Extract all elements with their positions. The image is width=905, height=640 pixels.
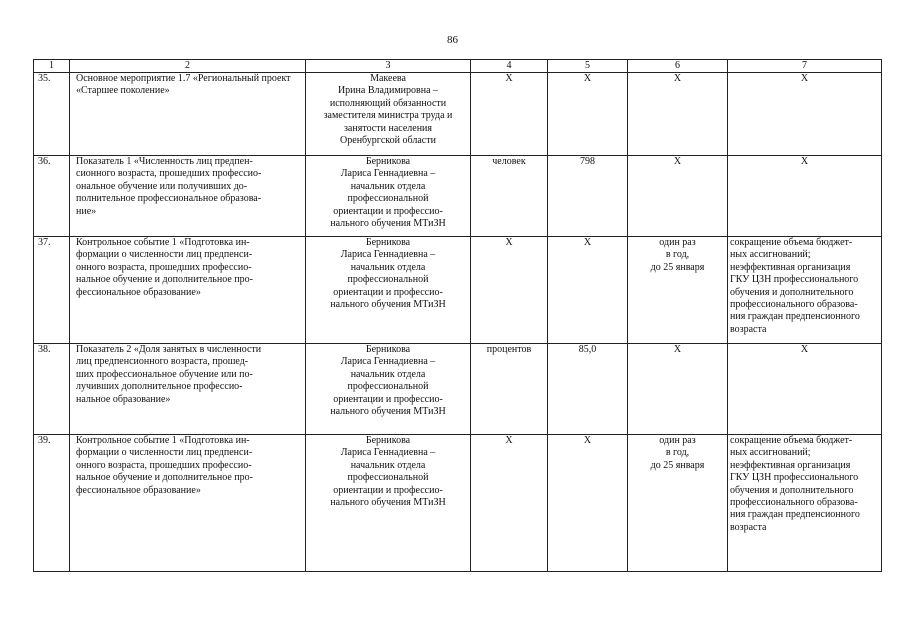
column-header-2: 2 [70, 60, 306, 73]
column-header-1: 1 [34, 60, 70, 73]
deadline-cell: X [628, 344, 728, 435]
risk-cell: сокращение объема бюджет- ных ассигнований; неэффективная организация ГКУ ЦЗН профессионального обучения и дополнительного профессионального образова- ния граждан предпенсионного возраста [728, 237, 882, 344]
value-cell: X [548, 73, 628, 156]
item-name-cell: Основное мероприятие 1.7 «Региональный проект «Старшее поколение» [70, 73, 306, 156]
responsible-cell: Берникова Лариса Геннадиевна – начальник отдела профессиональной ориентации и профессио- нального обучения МТиЗН [306, 435, 471, 572]
risk-cell: X [728, 344, 882, 435]
responsible-cell: Макеева Ирина Владимировна – исполняющий обязанности заместителя министра труда и занятости населения Оренбургской области [306, 73, 471, 156]
row-number-cell: 35. [34, 73, 70, 156]
page-number: 86 [447, 34, 458, 46]
item-name-cell: Показатель 1 «Численность лиц предпен- сионного возраста, прошедших профессио- ональное обучение или получивших до- полнительное профессиональное образова- ние» [70, 156, 306, 237]
unit-cell: человек [471, 156, 548, 237]
row-number-cell: 39. [34, 435, 70, 572]
column-number-row [34, 60, 882, 73]
column-header-5: 5 [548, 60, 628, 73]
value-cell: 798 [548, 156, 628, 237]
unit-cell: X [471, 73, 548, 156]
item-name-cell: Показатель 2 «Доля занятых в численности лиц предпенсионного возраста, прошед- ших профессиональное обучение или по- лучивших дополнительное профессио- нальное образование» [70, 344, 306, 435]
risk-cell: X [728, 73, 882, 156]
deadline-cell: X [628, 156, 728, 237]
item-name-cell: Контрольное событие 1 «Подготовка ин- формации о численности лиц предпенси- онного возраста, прошедших профессио- нальное обучение и дополнительное про- фессиональное образование» [70, 237, 306, 344]
value-cell: 85,0 [548, 344, 628, 435]
unit-cell: процентов [471, 344, 548, 435]
value-cell: X [548, 237, 628, 344]
unit-cell: X [471, 435, 548, 572]
table-row [34, 156, 882, 237]
row-number-cell: 36. [34, 156, 70, 237]
deadline-cell: один раз в год, до 25 января [628, 237, 728, 344]
responsible-cell: Берникова Лариса Геннадиевна – начальник отдела профессиональной ориентации и профессио- нального обучения МТиЗН [306, 344, 471, 435]
column-header-7: 7 [728, 60, 882, 73]
table-row [34, 237, 882, 344]
unit-cell: X [471, 237, 548, 344]
row-number-cell: 38. [34, 344, 70, 435]
table-row [34, 73, 882, 156]
responsible-cell: Берникова Лариса Геннадиевна – начальник отдела профессиональной ориентации и профессио- нального обучения МТиЗН [306, 237, 471, 344]
deadline-cell: X [628, 73, 728, 156]
column-header-4: 4 [471, 60, 548, 73]
table-row [34, 435, 882, 572]
plan-table [33, 59, 882, 572]
row-number-cell: 37. [34, 237, 70, 344]
table-row [34, 344, 882, 435]
column-header-6: 6 [628, 60, 728, 73]
item-name-cell: Контрольное событие 1 «Подготовка ин- формации о численности лиц предпенси- онного возраста, прошедших профессио- нальное обучение и дополнительное про- фессиональное образование» [70, 435, 306, 572]
value-cell: X [548, 435, 628, 572]
column-header-3: 3 [306, 60, 471, 73]
risk-cell: сокращение объема бюджет- ных ассигнований; неэффективная организация ГКУ ЦЗН профессионального обучения и дополнительного профессионального образова- ния граждан предпенсионного возраста [728, 435, 882, 572]
risk-cell: X [728, 156, 882, 237]
responsible-cell: Берникова Лариса Геннадиевна – начальник отдела профессиональной ориентации и профессио- нального обучения МТиЗН [306, 156, 471, 237]
deadline-cell: один раз в год, до 25 января [628, 435, 728, 572]
